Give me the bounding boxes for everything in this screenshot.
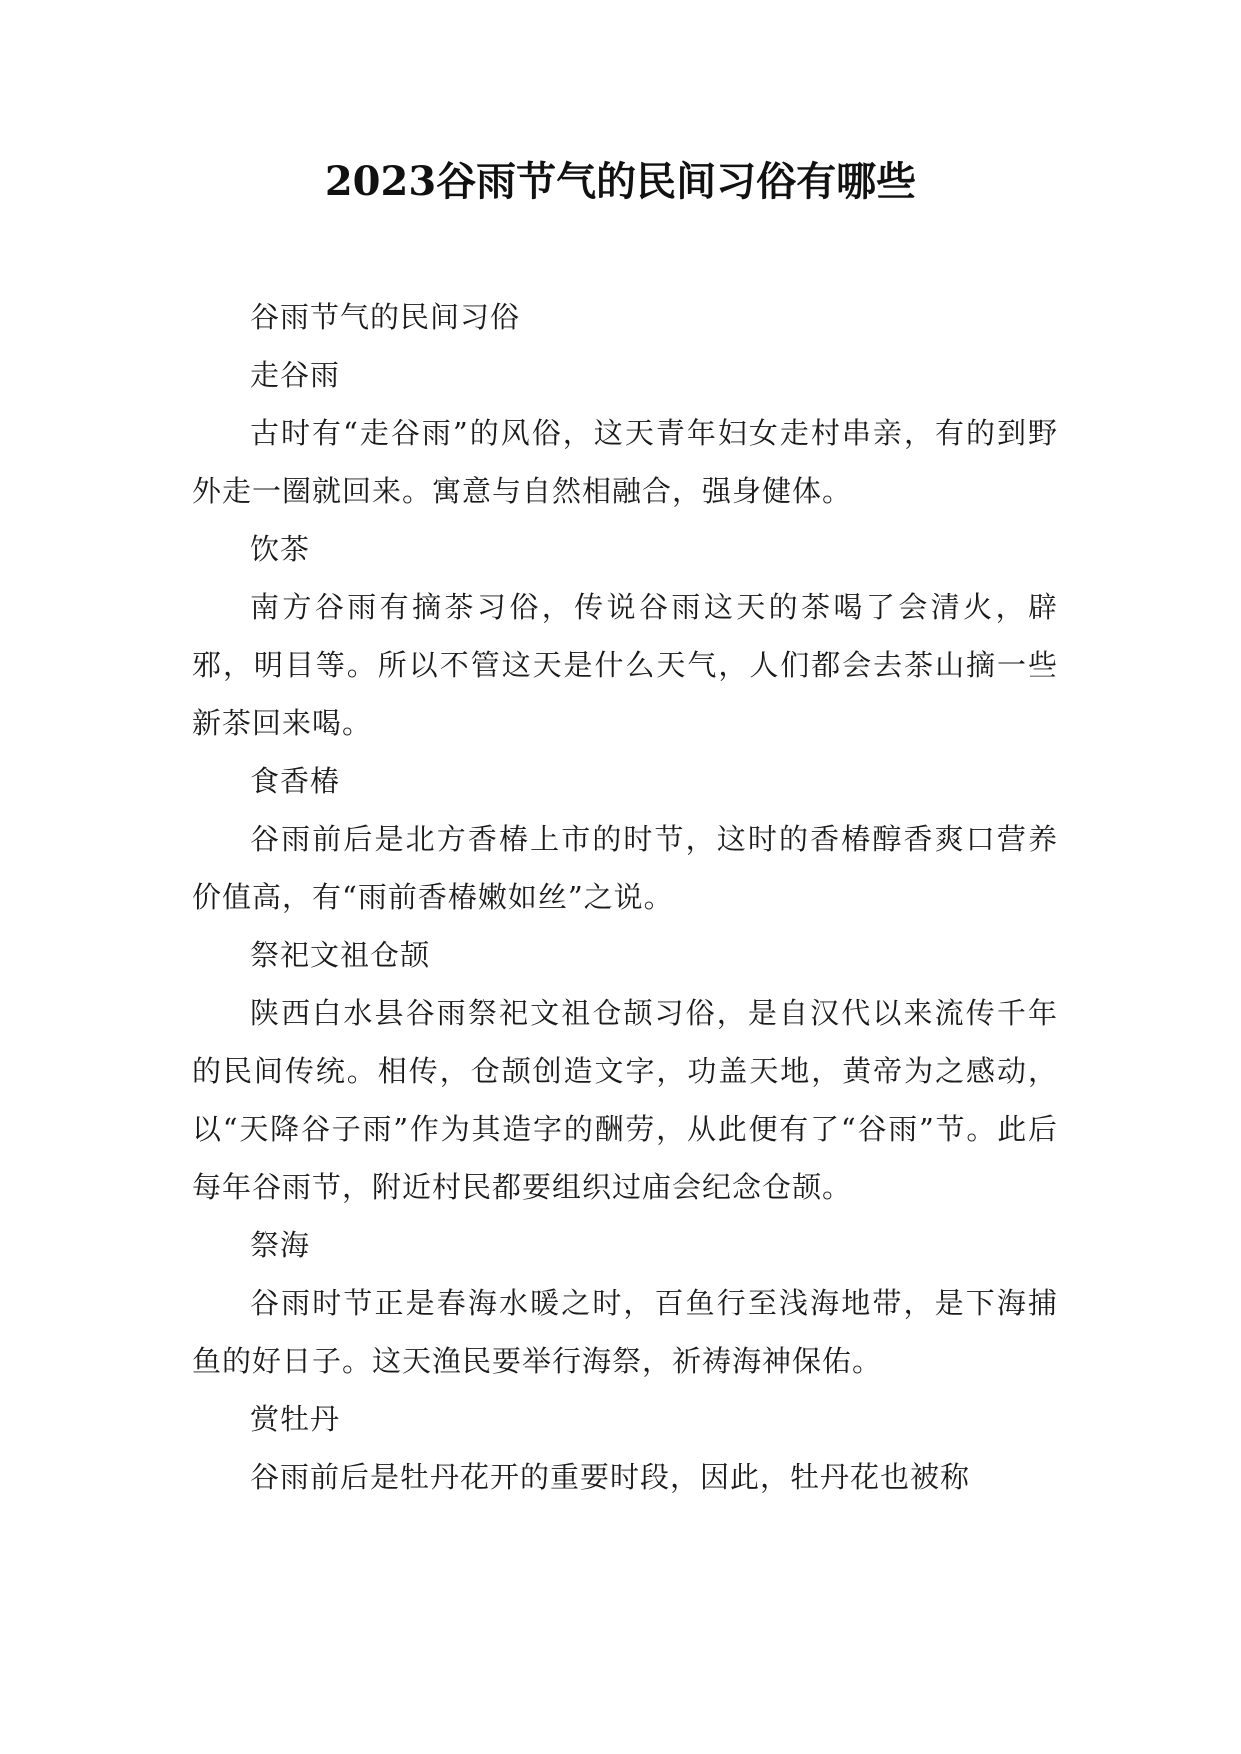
subheading-walk-guyu: 走谷雨 bbox=[250, 358, 341, 392]
paragraph: 谷雨前后是牡丹花开的重要时段，因此，牡丹花也被称 bbox=[250, 1460, 971, 1494]
document-body bbox=[192, 288, 1058, 1506]
paragraph: 古时有“走谷雨”的风俗，这天青年妇女走村串亲，有的到野外走一圈就回来。寓意与自然相融合，强身健体。 bbox=[192, 416, 1058, 508]
paragraph: 谷雨前后是北方香椿上市的时节，这时的香椿醇香爽口营养价值高，有“雨前香椿嫩如丝”之说。 bbox=[192, 822, 1058, 914]
paragraph: 南方谷雨有摘茶习俗，传说谷雨这天的茶喝了会清火，辟邪，明目等。所以不管这天是什么天气，人们都会去茶山摘一些新茶回来喝。 bbox=[192, 590, 1058, 740]
paragraph: 谷雨时节正是春海水暖之时，百鱼行至浅海地带，是下海捕鱼的好日子。这天渔民要举行海祭，祈祷海神保佑。 bbox=[192, 1286, 1058, 1378]
subheading-worship-cangjie: 祭祀文祖仓颉 bbox=[250, 938, 431, 972]
subheading-sea-sacrifice: 祭海 bbox=[250, 1228, 311, 1262]
subheading-drink-tea: 饮茶 bbox=[250, 532, 311, 566]
document-title: 2023谷雨节气的民间习俗有哪些 bbox=[324, 158, 917, 205]
section-heading: 谷雨节气的民间习俗 bbox=[250, 300, 521, 334]
subheading-eat-toona: 食香椿 bbox=[250, 764, 341, 798]
subheading-peony-viewing: 赏牡丹 bbox=[250, 1402, 341, 1436]
paragraph: 陕西白水县谷雨祭祀文祖仓颉习俗，是自汉代以来流传千年的民间传统。相传，仓颉创造文字，功盖天地，黄帝为之感动，以“天降谷子雨”作为其造字的酬劳，从此便有了“谷雨”节。此后每年谷雨节，附近村民都要组织过庙会纪念仓颉。 bbox=[192, 996, 1058, 1204]
